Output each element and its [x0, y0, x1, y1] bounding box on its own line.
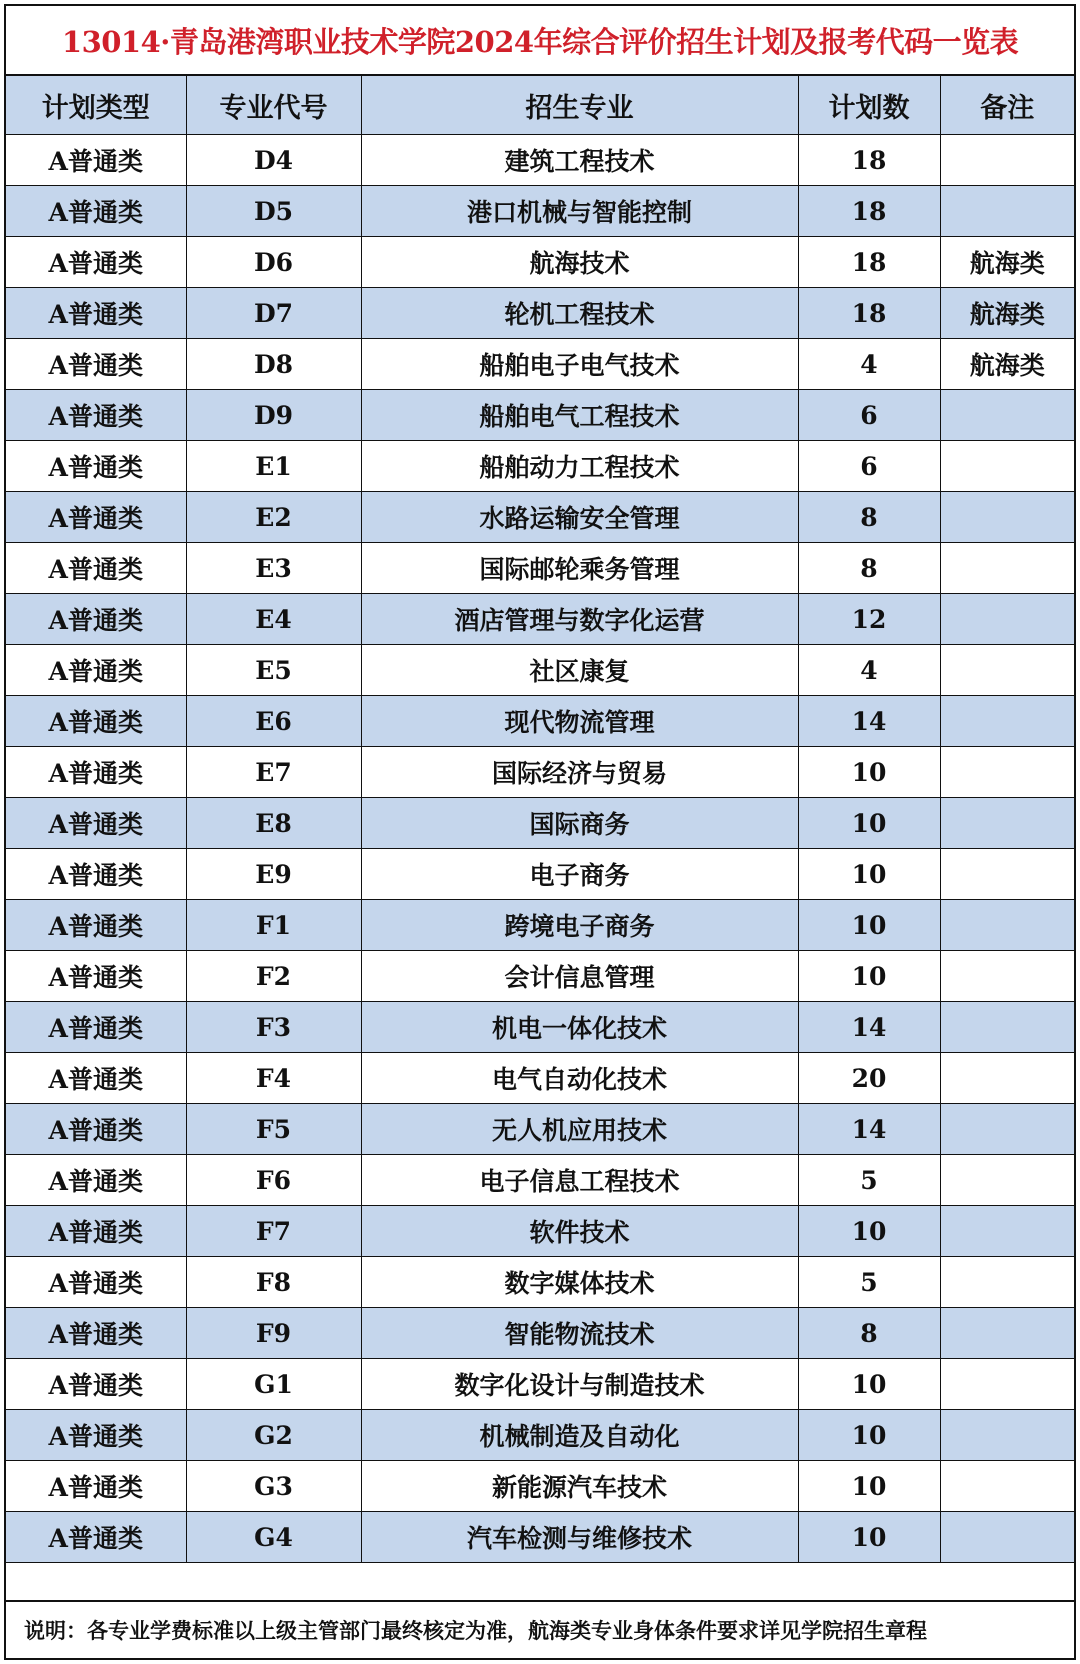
cell-major-code: D6 [186, 237, 361, 288]
cell-remark [940, 1461, 1074, 1512]
cell-major-code: D9 [186, 390, 361, 441]
cell-major-name: 新能源汽车技术 [361, 1461, 798, 1512]
table-row [6, 237, 1074, 288]
cell-major-name: 无人机应用技术 [361, 1104, 798, 1155]
table-row [6, 1206, 1074, 1257]
cell-plan-count: 14 [798, 1104, 940, 1155]
header-plan-type: 计划类型 [6, 76, 186, 135]
table-row [6, 1308, 1074, 1359]
table-row [6, 186, 1074, 237]
cell-plan-type: A普通类 [6, 900, 186, 951]
cell-major-code: G2 [186, 1410, 361, 1461]
cell-plan-type: A普通类 [6, 645, 186, 696]
header-major-name: 招生专业 [361, 76, 798, 135]
cell-major-name: 国际邮轮乘务管理 [361, 543, 798, 594]
cell-major-name: 航海技术 [361, 237, 798, 288]
cell-remark [940, 1308, 1074, 1359]
cell-major-code: D8 [186, 339, 361, 390]
cell-remark [940, 1359, 1074, 1410]
cell-remark [940, 696, 1074, 747]
table-body [6, 135, 1074, 1563]
cell-major-code: F6 [186, 1155, 361, 1206]
table-row [6, 594, 1074, 645]
cell-major-name: 轮机工程技术 [361, 288, 798, 339]
cell-plan-type: A普通类 [6, 135, 186, 186]
cell-plan-type: A普通类 [6, 390, 186, 441]
cell-major-name: 电气自动化技术 [361, 1053, 798, 1104]
cell-remark [940, 900, 1074, 951]
cell-major-name: 酒店管理与数字化运营 [361, 594, 798, 645]
cell-major-code: E2 [186, 492, 361, 543]
cell-major-code: G1 [186, 1359, 361, 1410]
cell-plan-type: A普通类 [6, 288, 186, 339]
cell-plan-type: A普通类 [6, 951, 186, 1002]
cell-major-name: 船舶电子电气技术 [361, 339, 798, 390]
cell-plan-type: A普通类 [6, 1053, 186, 1104]
cell-plan-type: A普通类 [6, 1512, 186, 1563]
cell-remark [940, 951, 1074, 1002]
cell-major-name: 数字媒体技术 [361, 1257, 798, 1308]
cell-plan-count: 20 [798, 1053, 940, 1104]
cell-remark [940, 135, 1074, 186]
cell-major-name: 机电一体化技术 [361, 1002, 798, 1053]
cell-remark [940, 849, 1074, 900]
cell-plan-type: A普通类 [6, 696, 186, 747]
cell-major-name: 跨境电子商务 [361, 900, 798, 951]
cell-major-name: 港口机械与智能控制 [361, 186, 798, 237]
table-row [6, 135, 1074, 186]
cell-plan-type: A普通类 [6, 441, 186, 492]
cell-remark [940, 1104, 1074, 1155]
cell-plan-count: 14 [798, 1002, 940, 1053]
table-row [6, 1257, 1074, 1308]
cell-major-name: 船舶动力工程技术 [361, 441, 798, 492]
cell-plan-count: 10 [798, 1461, 940, 1512]
table-row [6, 1512, 1074, 1563]
enrollment-table [6, 76, 1074, 1563]
cell-remark: 航海类 [940, 288, 1074, 339]
cell-plan-type: A普通类 [6, 1257, 186, 1308]
cell-major-code: E6 [186, 696, 361, 747]
table-row [6, 798, 1074, 849]
cell-major-code: E4 [186, 594, 361, 645]
cell-remark [940, 1410, 1074, 1461]
cell-major-name: 数字化设计与制造技术 [361, 1359, 798, 1410]
cell-plan-count: 10 [798, 951, 940, 1002]
cell-plan-count: 10 [798, 747, 940, 798]
cell-plan-type: A普通类 [6, 1002, 186, 1053]
cell-remark [940, 1512, 1074, 1563]
cell-major-code: F7 [186, 1206, 361, 1257]
cell-plan-count: 10 [798, 1206, 940, 1257]
table-row [6, 1002, 1074, 1053]
table-row [6, 390, 1074, 441]
cell-plan-type: A普通类 [6, 1461, 186, 1512]
cell-major-name: 现代物流管理 [361, 696, 798, 747]
cell-major-code: F8 [186, 1257, 361, 1308]
cell-plan-type: A普通类 [6, 543, 186, 594]
cell-major-code: E3 [186, 543, 361, 594]
cell-remark [940, 186, 1074, 237]
cell-major-name: 船舶电气工程技术 [361, 390, 798, 441]
cell-remark [940, 441, 1074, 492]
table-row [6, 543, 1074, 594]
cell-remark [940, 390, 1074, 441]
cell-remark [940, 594, 1074, 645]
cell-major-code: F1 [186, 900, 361, 951]
cell-remark [940, 1206, 1074, 1257]
cell-plan-count: 18 [798, 135, 940, 186]
cell-major-code: G3 [186, 1461, 361, 1512]
cell-plan-count: 10 [798, 1512, 940, 1563]
cell-plan-count: 10 [798, 849, 940, 900]
cell-major-code: D5 [186, 186, 361, 237]
cell-plan-type: A普通类 [6, 237, 186, 288]
cell-plan-type: A普通类 [6, 594, 186, 645]
cell-plan-count: 10 [798, 1359, 940, 1410]
cell-major-code: G4 [186, 1512, 361, 1563]
cell-major-name: 社区康复 [361, 645, 798, 696]
cell-major-code: F5 [186, 1104, 361, 1155]
cell-plan-type: A普通类 [6, 339, 186, 390]
cell-plan-type: A普通类 [6, 798, 186, 849]
cell-major-name: 软件技术 [361, 1206, 798, 1257]
cell-plan-count: 10 [798, 900, 940, 951]
cell-plan-count: 4 [798, 645, 940, 696]
cell-plan-count: 5 [798, 1155, 940, 1206]
cell-major-name: 国际商务 [361, 798, 798, 849]
cell-major-code: E8 [186, 798, 361, 849]
cell-plan-count: 14 [798, 696, 940, 747]
cell-major-name: 国际经济与贸易 [361, 747, 798, 798]
table-row [6, 900, 1074, 951]
table-row [6, 1410, 1074, 1461]
cell-major-code: D7 [186, 288, 361, 339]
cell-major-name: 建筑工程技术 [361, 135, 798, 186]
cell-plan-type: A普通类 [6, 747, 186, 798]
cell-remark: 航海类 [940, 237, 1074, 288]
footer-note: 说明：各专业学费标准以上级主管部门最终核定为准，航海类专业身体条件要求详见学院招生章程 [6, 1600, 1074, 1658]
cell-plan-type: A普通类 [6, 849, 186, 900]
cell-major-code: E5 [186, 645, 361, 696]
cell-remark [940, 747, 1074, 798]
enrollment-plan-sheet [4, 4, 1076, 1660]
cell-plan-type: A普通类 [6, 1308, 186, 1359]
cell-major-name: 电子商务 [361, 849, 798, 900]
cell-major-code: D4 [186, 135, 361, 186]
cell-remark [940, 1002, 1074, 1053]
cell-plan-type: A普通类 [6, 492, 186, 543]
table-row [6, 645, 1074, 696]
cell-remark [940, 645, 1074, 696]
header-row [6, 76, 1074, 135]
table-title: 13014·青岛港湾职业技术学院2024年综合评价招生计划及报考代码一览表 [6, 6, 1074, 76]
table-row [6, 696, 1074, 747]
cell-plan-type: A普通类 [6, 1410, 186, 1461]
cell-plan-count: 5 [798, 1257, 940, 1308]
table-row [6, 1461, 1074, 1512]
cell-remark: 航海类 [940, 339, 1074, 390]
cell-plan-type: A普通类 [6, 1359, 186, 1410]
cell-major-name: 机械制造及自动化 [361, 1410, 798, 1461]
cell-plan-type: A普通类 [6, 1155, 186, 1206]
cell-major-name: 会计信息管理 [361, 951, 798, 1002]
cell-major-code: F9 [186, 1308, 361, 1359]
cell-major-code: F3 [186, 1002, 361, 1053]
table-row [6, 1359, 1074, 1410]
cell-remark [940, 798, 1074, 849]
cell-major-code: E7 [186, 747, 361, 798]
table-row [6, 951, 1074, 1002]
cell-major-name: 智能物流技术 [361, 1308, 798, 1359]
table-row [6, 747, 1074, 798]
cell-plan-count: 10 [798, 1410, 940, 1461]
cell-plan-count: 6 [798, 441, 940, 492]
cell-major-name: 水路运输安全管理 [361, 492, 798, 543]
cell-major-code: E1 [186, 441, 361, 492]
cell-plan-count: 4 [798, 339, 940, 390]
cell-major-code: F4 [186, 1053, 361, 1104]
cell-plan-type: A普通类 [6, 1104, 186, 1155]
cell-remark [940, 492, 1074, 543]
cell-major-name: 电子信息工程技术 [361, 1155, 798, 1206]
cell-plan-count: 18 [798, 186, 940, 237]
table-row [6, 1053, 1074, 1104]
header-major-code: 专业代号 [186, 76, 361, 135]
cell-remark [940, 1053, 1074, 1104]
cell-plan-count: 8 [798, 1308, 940, 1359]
cell-remark [940, 543, 1074, 594]
table-row [6, 288, 1074, 339]
table-row [6, 1155, 1074, 1206]
cell-remark [940, 1155, 1074, 1206]
cell-plan-count: 12 [798, 594, 940, 645]
header-remark: 备注 [940, 76, 1074, 135]
cell-major-code: F2 [186, 951, 361, 1002]
cell-plan-count: 8 [798, 492, 940, 543]
cell-remark [940, 1257, 1074, 1308]
table-row [6, 339, 1074, 390]
table-row [6, 492, 1074, 543]
table-row [6, 441, 1074, 492]
cell-major-code: E9 [186, 849, 361, 900]
cell-plan-count: 18 [798, 288, 940, 339]
cell-major-name: 汽车检测与维修技术 [361, 1512, 798, 1563]
cell-plan-type: A普通类 [6, 1206, 186, 1257]
cell-plan-type: A普通类 [6, 186, 186, 237]
table-row [6, 1104, 1074, 1155]
cell-plan-count: 10 [798, 798, 940, 849]
cell-plan-count: 18 [798, 237, 940, 288]
table-row [6, 849, 1074, 900]
header-plan-count: 计划数 [798, 76, 940, 135]
cell-plan-count: 8 [798, 543, 940, 594]
cell-plan-count: 6 [798, 390, 940, 441]
